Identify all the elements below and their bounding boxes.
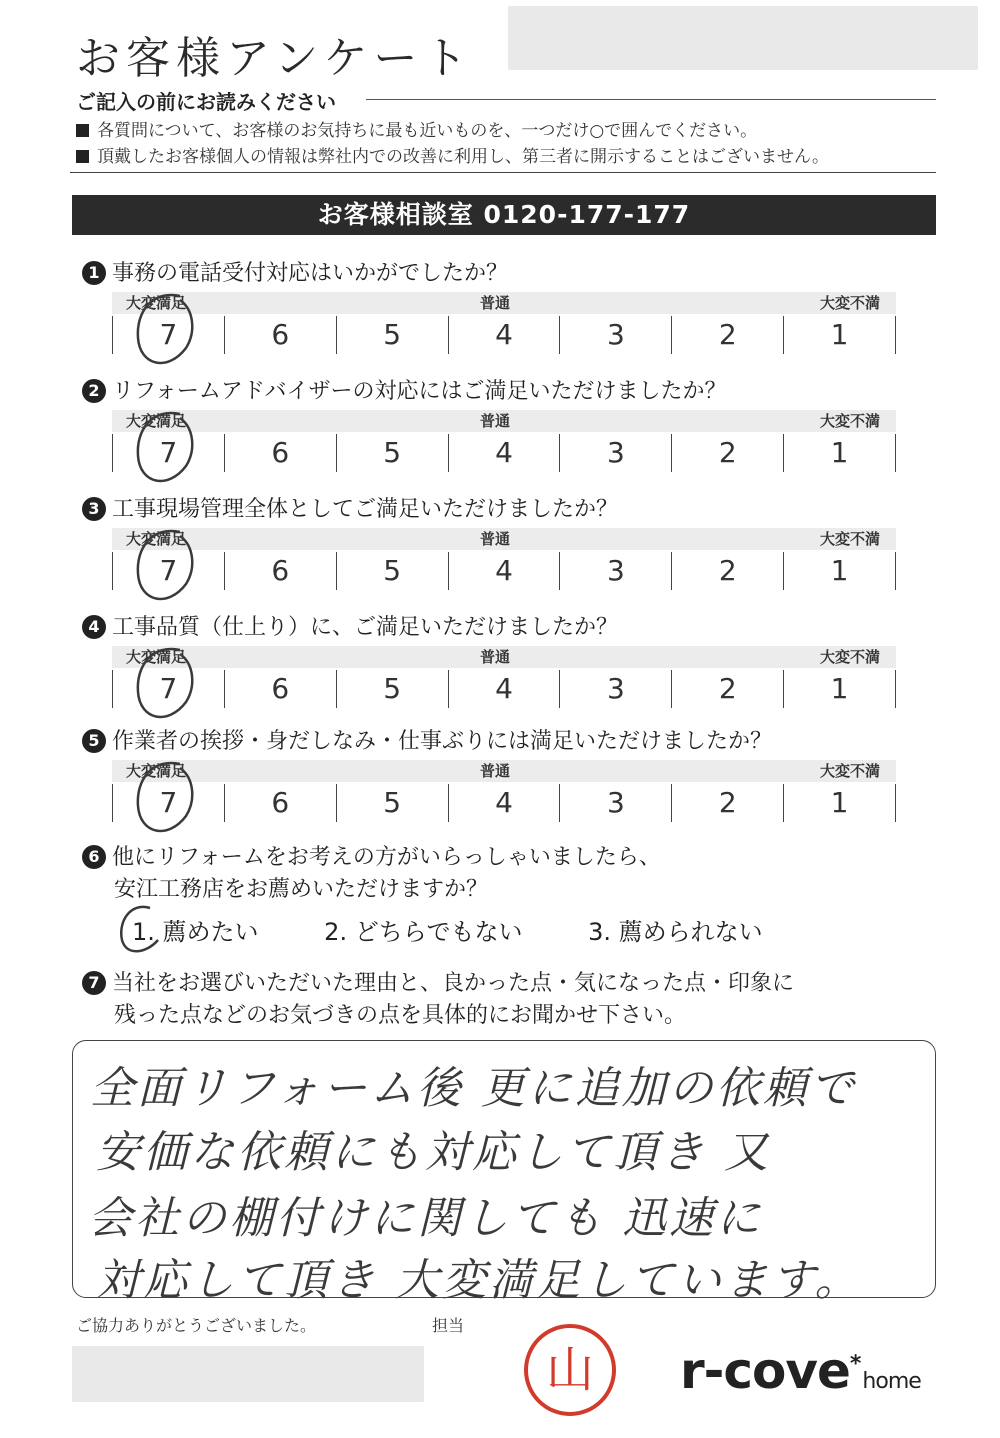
question-text: 工事現場管理全体としてご満足いただけましたか？ (112, 497, 619, 522)
rating-option[interactable]: 2 (671, 316, 783, 354)
scale-low-label: 大変不満 (819, 294, 880, 312)
redacted-area (508, 6, 978, 70)
scale-mid-label: 普通 (480, 648, 511, 666)
answer-circle (122, 522, 212, 614)
intro-heading: ご記入の前にお読みください (76, 90, 336, 114)
rating-option[interactable]: 4 (448, 552, 560, 590)
square-bullet-icon (76, 150, 89, 163)
rating-option[interactable]: 1 (783, 670, 896, 708)
answer-circle (122, 640, 212, 732)
scale-low-label: 大変不満 (819, 648, 880, 666)
scale-header (112, 410, 896, 432)
rating-scale (112, 292, 896, 354)
scale-mid-label: 普通 (480, 762, 511, 780)
rating-option[interactable]: 7 (112, 316, 224, 354)
consult-bar: お客様相談室 0120-177-177 (72, 195, 936, 235)
answer-circle (122, 754, 212, 846)
rating-option[interactable]: 6 (224, 316, 336, 354)
scale-mid-label: 普通 (480, 530, 511, 548)
scale-high-label: 大変満足 (126, 294, 187, 312)
answer-circle (110, 900, 180, 960)
intro-note: 各質問について、お客様のお気持ちに最も近いものを、一つだけ○で囲んでください。 (76, 116, 757, 141)
question-6: 6 他にリフォームをお考えの方がいらっしゃいましたら、 (82, 840, 661, 871)
option-2[interactable]: 2. どちらでもない (324, 918, 523, 946)
survey-title: お客様アンケート (76, 33, 474, 84)
question-number: 5 (82, 729, 106, 753)
rating-option[interactable]: 1 (783, 316, 896, 354)
question-number: 3 (82, 497, 106, 521)
rating-option[interactable]: 7 (112, 670, 224, 708)
rating-scale (112, 410, 896, 472)
scale-header (112, 528, 896, 550)
handwritten-line: 全面リフォーム後 更に追加の依頼で (90, 1063, 857, 1114)
scale-header (112, 646, 896, 668)
answer-circle (122, 286, 212, 378)
rating-option[interactable]: 5 (336, 784, 448, 822)
option-1[interactable]: 1. 薦めたい (132, 918, 259, 946)
company-logo: r-cove*home (680, 1342, 921, 1400)
recommend-options (132, 912, 821, 947)
handwritten-line: 会社の棚付けに関しても 迅速に (88, 1193, 763, 1244)
scale-header (112, 292, 896, 314)
question-number: 1 (82, 261, 106, 285)
rating-scale (112, 528, 896, 590)
question-5 (82, 724, 772, 755)
rating-option[interactable]: 4 (448, 670, 560, 708)
scale-low-label: 大変不満 (819, 762, 880, 780)
rating-scale (112, 646, 896, 708)
scale-header (112, 760, 896, 782)
staff-label: 担当 (432, 1316, 465, 1335)
rating-option[interactable]: 6 (224, 784, 336, 822)
square-bullet-icon (76, 124, 89, 137)
question-7: 7 当社をお選びいただいた理由と、良かった点・気になった点・印象に (82, 966, 794, 997)
question-text: 事務の電話受付対応はいかがでしたか？ (112, 261, 509, 286)
question-text: 作業者の挨拶・身だしなみ・仕事ぶりには満足いただけましたか？ (112, 729, 773, 754)
rating-option[interactable]: 7 (112, 552, 224, 590)
scale-high-label: 大変満足 (126, 530, 187, 548)
question-1 (82, 256, 508, 287)
handwritten-line: 安価な依頼にも対応して頂き 又 (96, 1127, 771, 1178)
answer-circle (122, 404, 212, 496)
rating-option[interactable]: 2 (671, 552, 783, 590)
question-4 (82, 610, 618, 641)
scale-mid-label: 普通 (480, 294, 511, 312)
intro-note: 頂戴したお客様個人の情報は弊社内での改善に利用し、第三者に開示することはございません。 (76, 142, 829, 167)
rating-option[interactable]: 3 (559, 434, 671, 472)
question-7-line2: 残った点などのお気づきの点を具体的にお聞かせ下さい。 (114, 1003, 687, 1028)
seal-stamp (520, 1320, 620, 1420)
scale-mid-label: 普通 (480, 412, 511, 430)
question-6-line2: 安江工務店をお薦めいただけますか？ (114, 877, 489, 902)
thanks-text: ご協力ありがとうございました。 (76, 1316, 317, 1335)
question-number: 2 (82, 379, 106, 403)
rating-option[interactable]: 3 (559, 316, 671, 354)
rating-option[interactable]: 7 (112, 784, 224, 822)
rating-option[interactable]: 5 (336, 434, 448, 472)
question-number: 4 (82, 615, 106, 639)
rating-scale (112, 760, 896, 822)
rating-option[interactable]: 1 (783, 434, 896, 472)
rating-option[interactable]: 4 (448, 784, 560, 822)
rating-option[interactable]: 3 (559, 670, 671, 708)
scale-low-label: 大変不満 (819, 530, 880, 548)
svg-text:山: 山 (545, 1342, 595, 1398)
rating-option[interactable]: 2 (671, 434, 783, 472)
scale-high-label: 大変満足 (126, 412, 187, 430)
rating-option[interactable]: 4 (448, 316, 560, 354)
rating-option[interactable]: 2 (671, 670, 783, 708)
question-2 (82, 374, 726, 405)
divider (70, 172, 936, 173)
rating-option[interactable]: 6 (224, 552, 336, 590)
scale-high-label: 大変満足 (126, 648, 187, 666)
divider (366, 99, 936, 100)
question-text: 工事品質（仕上り）に、ご満足いただけましたか？ (112, 615, 619, 640)
rating-option[interactable]: 3 (559, 552, 671, 590)
rating-option[interactable]: 6 (224, 670, 336, 708)
question-3 (82, 492, 618, 523)
rating-option[interactable]: 1 (783, 784, 896, 822)
handwritten-line: 対応して頂き 大変満足しています。 (96, 1255, 862, 1306)
rating-option[interactable]: 5 (336, 552, 448, 590)
scale-high-label: 大変満足 (126, 762, 187, 780)
rating-option[interactable]: 4 (448, 434, 560, 472)
rating-option[interactable]: 5 (336, 316, 448, 354)
rating-option[interactable]: 1 (783, 552, 896, 590)
rating-option[interactable]: 2 (671, 784, 783, 822)
rating-option[interactable]: 7 (112, 434, 224, 472)
question-text: リフォームアドバイザーの対応にはご満足いただけましたか？ (112, 379, 727, 404)
scale-low-label: 大変不満 (819, 412, 880, 430)
rating-option[interactable]: 3 (559, 784, 671, 822)
option-3[interactable]: 3. 薦められない (588, 918, 763, 946)
rating-option[interactable]: 6 (224, 434, 336, 472)
rating-option[interactable]: 5 (336, 670, 448, 708)
redacted-area (72, 1346, 424, 1402)
